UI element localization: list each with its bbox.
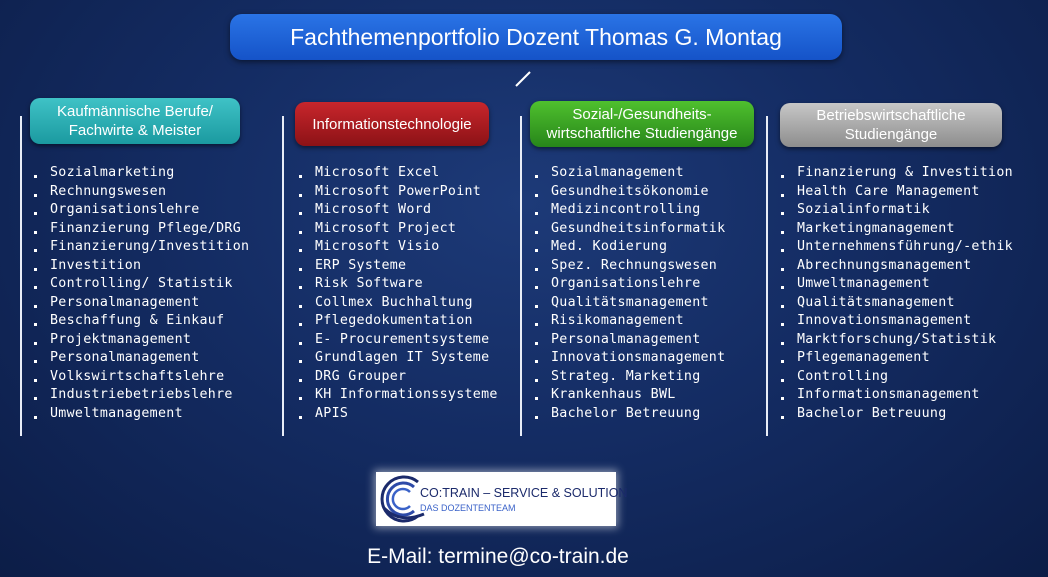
list-item: Strateg. Marketing [533, 368, 725, 387]
list-item: Spez. Rechnungswesen [533, 257, 725, 276]
list-item: Personalmanagement [32, 294, 249, 313]
topic-list-bwl [779, 164, 1013, 423]
list-item: Risk Software [297, 275, 498, 294]
column-divider [282, 116, 284, 436]
list-item: Bachelor Betreuung [779, 405, 1013, 424]
list-item: Risikomanagement [533, 312, 725, 331]
list-item: Abrechnungsmanagement [779, 257, 1013, 276]
list-item: Marktforschung/Statistik [779, 331, 1013, 350]
list-item: Marketingmanagement [779, 220, 1013, 239]
list-item: DRG Grouper [297, 368, 498, 387]
list-item: Umweltmanagement [779, 275, 1013, 294]
list-item: KH Informationssysteme [297, 386, 498, 405]
list-item: Organisationslehre [32, 201, 249, 220]
list-item: APIS [297, 405, 498, 424]
list-item: Pflegemanagement [779, 349, 1013, 368]
list-item: Med. Kodierung [533, 238, 725, 257]
list-item: Pflegedokumentation [297, 312, 498, 331]
header-betriebswirtschaftliche [780, 103, 1002, 147]
header-sozial-gesundheit [530, 101, 754, 147]
list-item: Krankenhaus BWL [533, 386, 725, 405]
list-item: Microsoft Project [297, 220, 498, 239]
page-title: Fachthemenportfolio Dozent Thomas G. Montag [230, 14, 842, 60]
list-item: Medizincontrolling [533, 201, 725, 220]
cotrain-logo [376, 472, 628, 526]
list-item: Gesundheitsinformatik [533, 220, 725, 239]
column-divider [20, 116, 22, 436]
list-item: Grundlagen IT Systeme [297, 349, 498, 368]
list-item: Rechnungswesen [32, 183, 249, 202]
list-item: Projektmanagement [32, 331, 249, 350]
list-item: Microsoft Visio [297, 238, 498, 257]
header-line: Studiengänge [844, 126, 938, 143]
list-item: Innovationsmanagement [533, 349, 725, 368]
list-item: Beschaffung & Einkauf [32, 312, 249, 331]
list-item: Sozialinformatik [779, 201, 1013, 220]
list-item: Gesundheitsökonomie [533, 183, 725, 202]
topic-list-sozial [533, 164, 725, 423]
list-item: Finanzierung Pflege/DRG [32, 220, 249, 239]
list-item: Controlling [779, 368, 1013, 387]
list-item: Finanzierung/Investition [32, 238, 249, 257]
column-divider [766, 116, 768, 436]
list-item: Sozialmarketing [32, 164, 249, 183]
list-item: ERP Systeme [297, 257, 498, 276]
connector-line [514, 70, 532, 88]
header-line: Informationstechnologie [312, 115, 472, 133]
list-item: Investition [32, 257, 249, 276]
list-item: Unternehmensführung/-ethik [779, 238, 1013, 257]
list-item: Personalmanagement [32, 349, 249, 368]
header-kaufmaennische-berufe [30, 98, 240, 144]
list-item: Microsoft Excel [297, 164, 498, 183]
list-item: Qualitätsmanagement [533, 294, 725, 313]
list-item: Informationsmanagement [779, 386, 1013, 405]
topic-list-it [297, 164, 498, 423]
list-item: Qualitätsmanagement [779, 294, 1013, 313]
topic-list-kaufmaennisch [32, 164, 249, 423]
list-item: Sozialmanagement [533, 164, 725, 183]
list-item: Controlling/ Statistik [32, 275, 249, 294]
list-item: Organisationslehre [533, 275, 725, 294]
list-item: Health Care Management [779, 183, 1013, 202]
header-line: Kaufmännische Berufe/ [57, 103, 213, 120]
header-line: Fachwirte & Meister [68, 122, 202, 139]
header-informationstechnologie [295, 102, 489, 146]
list-item: Innovationsmanagement [779, 312, 1013, 331]
list-item: Collmex Buchhaltung [297, 294, 498, 313]
logo-main-text: CO:TRAIN – SERVICE & SOLUTION [420, 486, 628, 500]
header-line: wirtschaftliche Studiengänge [546, 125, 738, 142]
header-line: Sozial-/Gesundheits- [572, 106, 712, 123]
logo-sub-text: DAS DOZENTENTEAM [420, 503, 516, 513]
header-line: Betriebswirtschaftliche [816, 107, 966, 124]
list-item: Industriebetriebslehre [32, 386, 249, 405]
list-item: Microsoft Word [297, 201, 498, 220]
list-item: E- Procurementsysteme [297, 331, 498, 350]
list-item: Finanzierung & Investition [779, 164, 1013, 183]
list-item: Umweltmanagement [32, 405, 249, 424]
list-item: Microsoft PowerPoint [297, 183, 498, 202]
contact-email[interactable]: E-Mail: termine@co-train.de [367, 545, 629, 568]
list-item: Volkswirtschaftslehre [32, 368, 249, 387]
list-item: Bachelor Betreuung [533, 405, 725, 424]
list-item: Personalmanagement [533, 331, 725, 350]
column-divider [520, 116, 522, 436]
